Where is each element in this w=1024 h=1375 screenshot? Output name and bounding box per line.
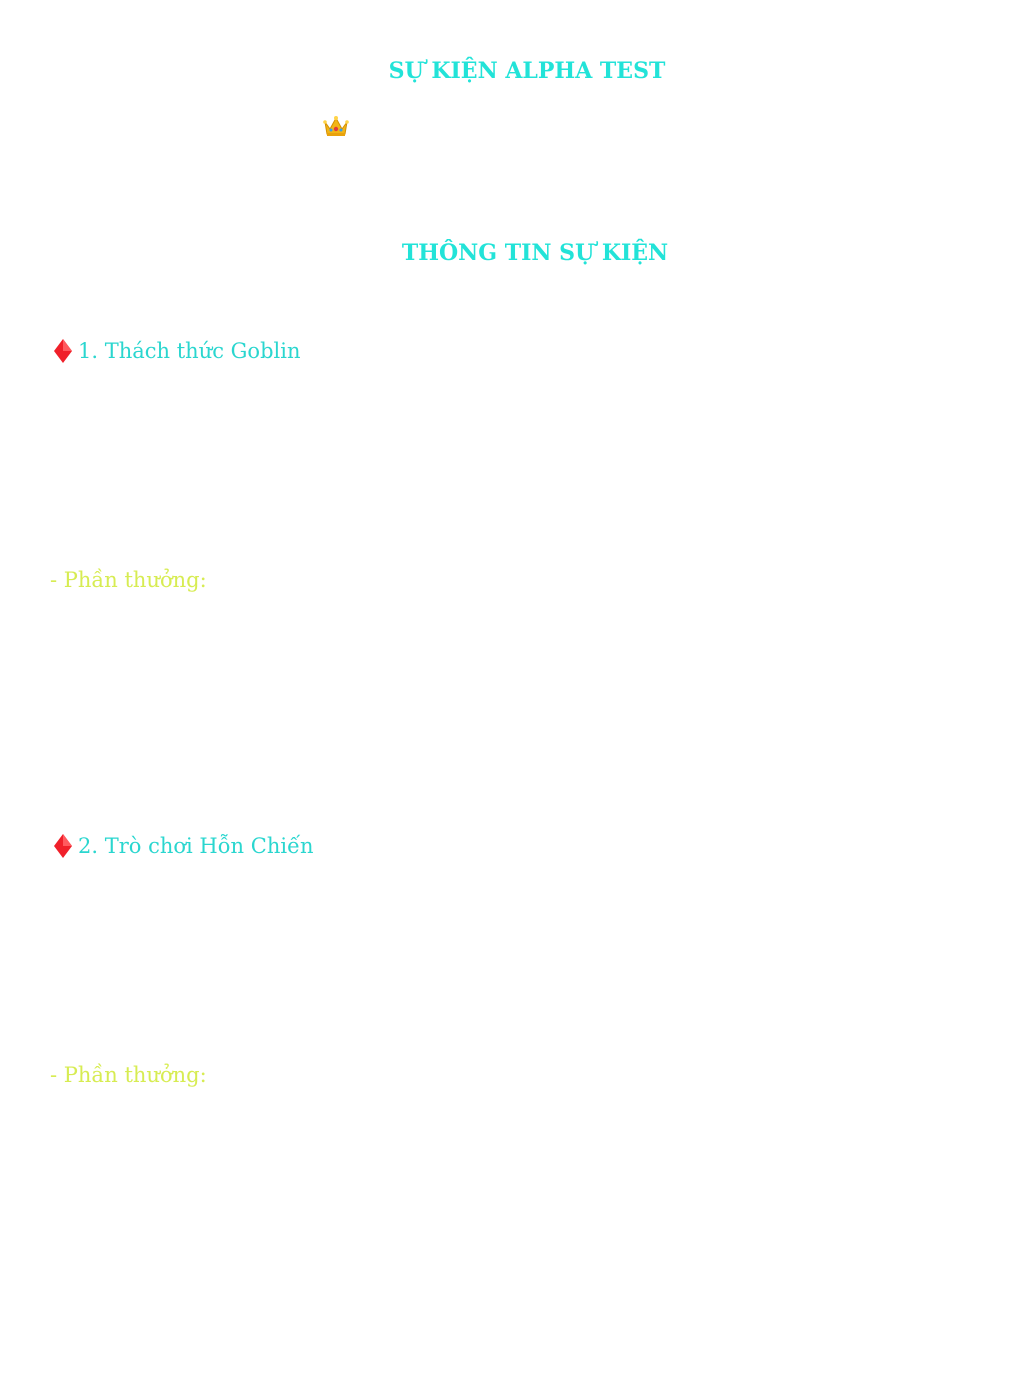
red-diamond-icon bbox=[53, 338, 73, 364]
event-title: SỰ KIỆN ALPHA TEST bbox=[388, 58, 666, 84]
section-heading-label: 1. Thách thức Goblin bbox=[78, 338, 301, 363]
section-heading-label: 2. Trò chơi Hỗn Chiến bbox=[78, 833, 314, 858]
section-heading-melee-game bbox=[53, 833, 314, 859]
red-diamond-icon bbox=[53, 833, 73, 859]
crown-icon bbox=[323, 114, 349, 138]
reward-label: - Phần thưởng: bbox=[50, 1063, 207, 1087]
section-heading-goblin-challenge bbox=[53, 338, 300, 364]
reward-label: - Phần thưởng: bbox=[50, 568, 207, 592]
info-title: THÔNG TIN SỰ KIỆN bbox=[401, 240, 669, 266]
